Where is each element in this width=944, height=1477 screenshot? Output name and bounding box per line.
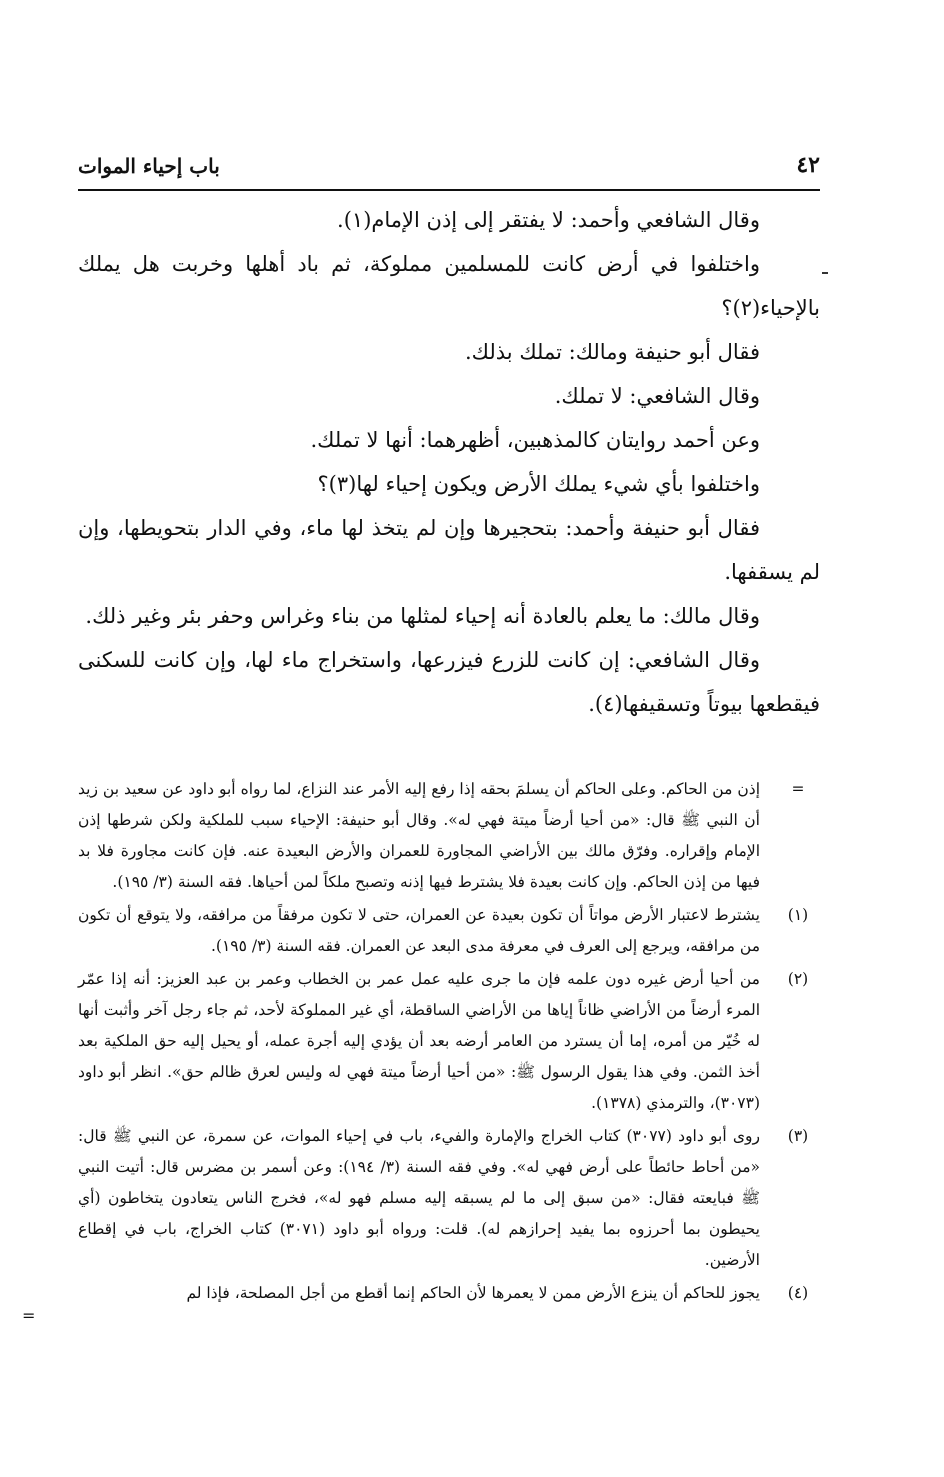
footnote-text: إذن من الحاكم. وعلى الحاكم أن يسلمَ بحقه إذا رفع إليه الأمر عند النزاع، لما رواه أبو داود عن سعيد بن زيد أن النبي ﷺ قال: «من أحيا أرضاً ميتة فهي له». وقال أبو حنيفة: الإحياء سبب للملكية ولكن شرطها إذن الإمام وإقراره. وفرّق مالك بين الأراضي المجاورة للعمران والأرض البعيدة عنه. فإن كانت مجاورة فلا بد فيها من إذن الحاكم. وإن كانت بعيدة فلا يشترط فيها إذنه وتصبح ملكاً لمن أحياها. فقه السنة (٣/ ١٩٥). [78, 780, 760, 891]
footnote-2 [78, 964, 820, 1119]
footnote-continued [78, 774, 820, 898]
page-header [78, 152, 820, 186]
footnote-marker: = [791, 780, 805, 798]
margin-mark [822, 272, 828, 274]
paragraph: فقال أبو حنيفة ومالك: تملك بذلك. [465, 340, 760, 364]
running-title: باب إحياء الموات [78, 154, 220, 178]
paragraph: وعن أحمد روايتان كالمذهبين، أظهرهما: أنها لا تملك. [310, 428, 760, 452]
paragraph: وقال الشافعي وأحمد: لا يفتقر إلى إذن الإمام(١). [337, 208, 760, 232]
footnote-marker: (٢) [787, 970, 809, 988]
paragraph: وقال الشافعي: إن كانت للزرع فيزرعها، واستخراج ماء لها، وإن كانت للسكنى فيقطعها بيوتاً وتسقيفها(٤). [78, 648, 820, 716]
paragraph: وقال الشافعي: لا تملك. [554, 384, 760, 408]
paragraph: فقال أبو حنيفة وأحمد: بتحجيرها وإن لم يتخذ لها ماء، وفي الدار بتحويطها، وإن لم يسقفها. [78, 516, 820, 584]
continuation-marker: = [22, 1306, 36, 1325]
paragraph: واختلفوا بأي شيء يملك الأرض ويكون إحياء لها(٣)؟ [317, 472, 760, 496]
footnote-marker: (٤) [787, 1284, 809, 1302]
footnote-text: روى أبو داود (٣٠٧٧) كتاب الخراج والإمارة والفيء، باب في إحياء الموات، عن سمرة، عن النبي ﷺ قال: «من أحاط حائطاً على أرض فهي له». وفي فقه السنة (٣/ ١٩٤): وعن أسمر بن مضرس قال: أتيت النبي ﷺ فبايعته فقال: «من سبق إلى ما لم يسبقه إليه مسلم فهو له»، فخرج الناس يتعادون يتخاطون (أي يحيطون بما أحرزوه بما يفيد إحرازهم له). قلت: ورواه أبو داود (٣٠٧١) كتاب الخراج، باب في إقطاع الأرضين. [78, 1127, 761, 1269]
paragraph: واختلفوا في أرض كانت للمسلمين مملوكة، ثم باد أهلها وخربت هل يملك بالإحياء(٢)؟ [78, 252, 820, 320]
main-text [78, 198, 820, 726]
footnote-marker: (٣) [787, 1127, 809, 1145]
page-number: ٤٢ [796, 152, 820, 178]
footnote-text: يجوز للحاكم أن ينزع الأرض ممن لا يعمرها لأن الحاكم إنما أقطع من أجل المصلحة، فإذا لم [186, 1284, 760, 1302]
footnote-3 [78, 1121, 820, 1276]
footnotes [78, 774, 820, 1311]
header-rule [78, 189, 820, 191]
footnote-4 [78, 1278, 820, 1309]
footnote-text: يشترط لاعتبار الأرض مواتاً أن تكون بعيدة عن العمران، حتى لا تكون مرفقاً من مرافقه، ولا يتوقع أن تكون من مرافقه، ويرجع إلى العرف في معرفة مدى البعد عن العمران. فقه السنة (٣/ ١٩٥). [78, 906, 760, 955]
footnote-1 [78, 900, 820, 962]
footnote-text: من أحيا أرض غيره دون علمه فإن ما جرى عليه عمل عمر بن الخطاب وعمر بن عبد العزيز: أنه إذا عمّر المرء أرضاً من الأراضي ظاناً إياها من الأراضي الساقطة، أي غير المملوكة لأحد، ثم جاء رجل آخر وأثبت أنها له خُيّر من أمره، إما أن يسترد من العامر أرضه بعد أن يؤدي إليه أجرة عمله، أو يحيل إليه حق الملكية بعد أخذ الثمن. وفي هذا يقول الرسول ﷺ: «من أحيا أرضاً ميتة فهي له وليس لعرق ظالم حق». انظر أبو داود (٣٠٧٣)، والترمذي (١٣٧٨). [78, 970, 760, 1112]
footnote-marker: (١) [787, 906, 809, 924]
paragraph: وقال مالك: ما يعلم بالعادة أنه إحياء لمثلها من بناء وغراس وحفر بئر وغير ذلك. [85, 604, 760, 628]
